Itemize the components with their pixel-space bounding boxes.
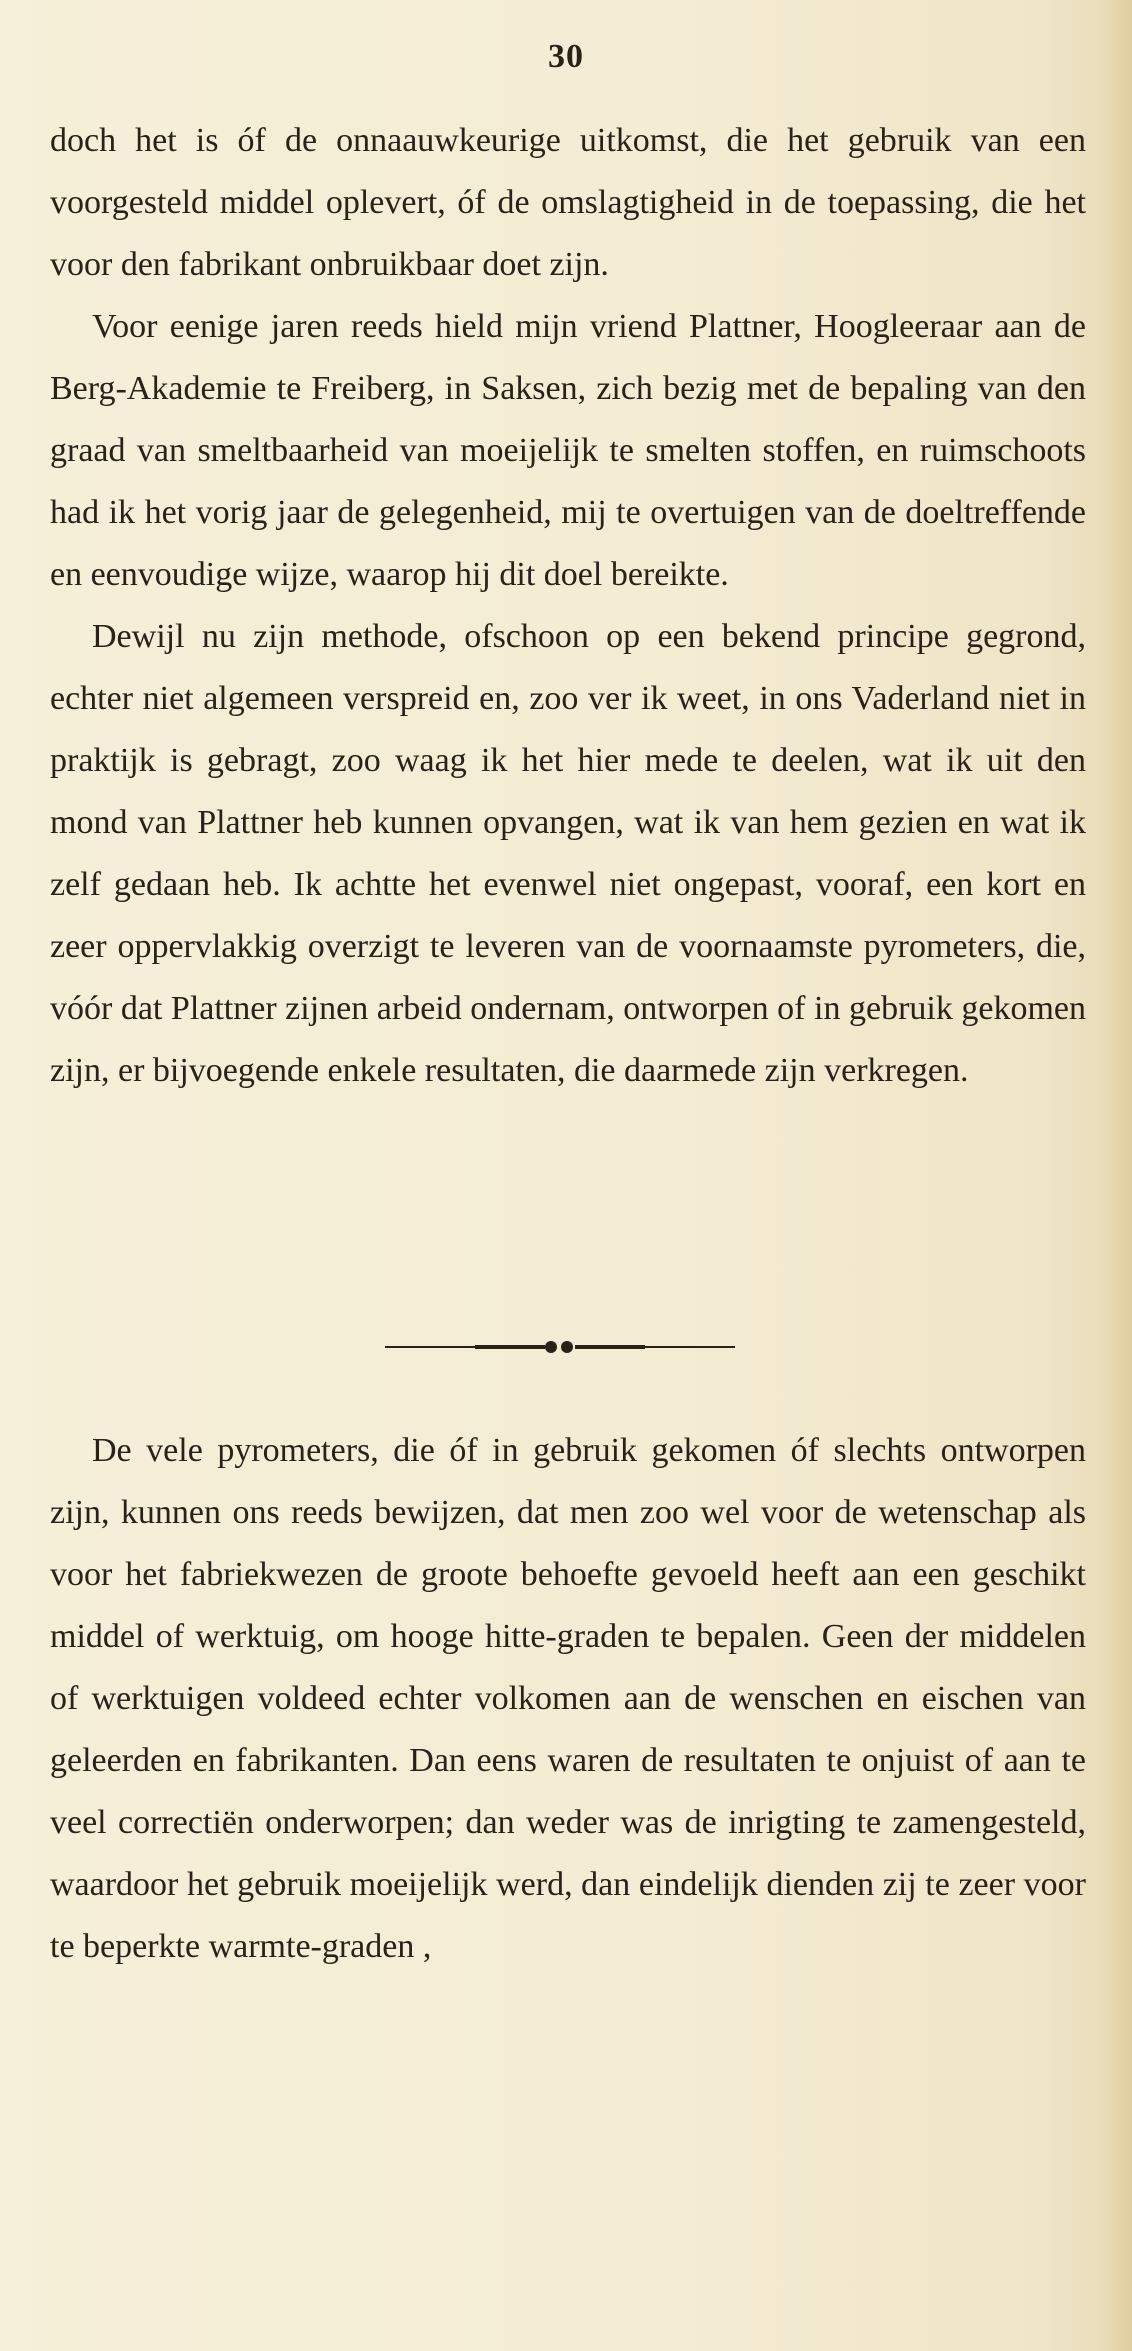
page-edge-shadow: [1104, 0, 1132, 2351]
divider-line-right: [585, 1346, 735, 1348]
paragraph-4: De vele pyrometers, die óf in gebruik gekomen óf slechts ontworpen zijn, kunnen ons reeds bewijzen, dat men zoo wel voor de wetenschap als voor het fabriekwezen de groote behoefte gevoeld heeft aan een geschikt middel of werktuig, om hooge hitte-graden te bepalen. Geen der middelen of werktuigen voldeed echter volkomen aan de wenschen en eischen van geleerden en fabrikanten. Dan eens waren de resultaten te onjuist of aan te veel correctiën onderworpen; dan weder was de inrigting te zamengesteld, waardoor het gebruik moeijelijk werd, dan eindelijk dienden zij te zeer voor te beperkte warmte-graden ,: [50, 1432, 1086, 1965]
section-1-text: [50, 110, 1086, 1102]
section-2-text: [50, 1420, 1086, 1978]
divider-thick-left: [475, 1345, 545, 1349]
ornamental-rule-icon: [385, 1340, 735, 1354]
divider-ornament: [545, 1341, 575, 1353]
page-number: 30: [548, 38, 584, 75]
paragraph-2: Voor eenige jaren reeds hield mijn vriend Plattner, Hoogleeraar aan de Berg-Akademie te Freiberg, in Saksen, zich bezig met de bepaling van den graad van smeltbaarheid van moeijelijk te smelten stoffen, en ruimschoots had ik het vorig jaar de gelegenheid, mij te overtuigen van de doeltreffende en eenvoudige wijze, waarop hij dit doel bereikte.: [50, 308, 1086, 593]
paragraph-3: Dewijl nu zijn methode, ofschoon op een bekend principe gegrond, echter niet algemeen verspreid en, zoo ver ik weet, in ons Vaderland niet in praktijk is gebragt, zoo waag ik het hier mede te deelen, wat ik uit den mond van Plattner heb kunnen opvangen, wat ik van hem gezien en wat ik zelf gedaan heb. Ik achtte het evenwel niet ongepast, vooraf, een kort en zeer oppervlakkig overzigt te leveren van de voornaamste pyrometers, die, vóór dat Plattner zijnen arbeid ondernam, ontworpen of in gebruik gekomen zijn, er bijvoegende enkele resultaten, die daarmede zijn verkregen.: [50, 618, 1086, 1089]
paragraph-1: doch het is óf de onnaauwkeurige uitkomst, die het gebruik van een voorgesteld middel oplevert, óf de omslagtigheid in de toepassing, die het voor den fabrikant onbruikbaar doet zijn.: [50, 122, 1086, 283]
